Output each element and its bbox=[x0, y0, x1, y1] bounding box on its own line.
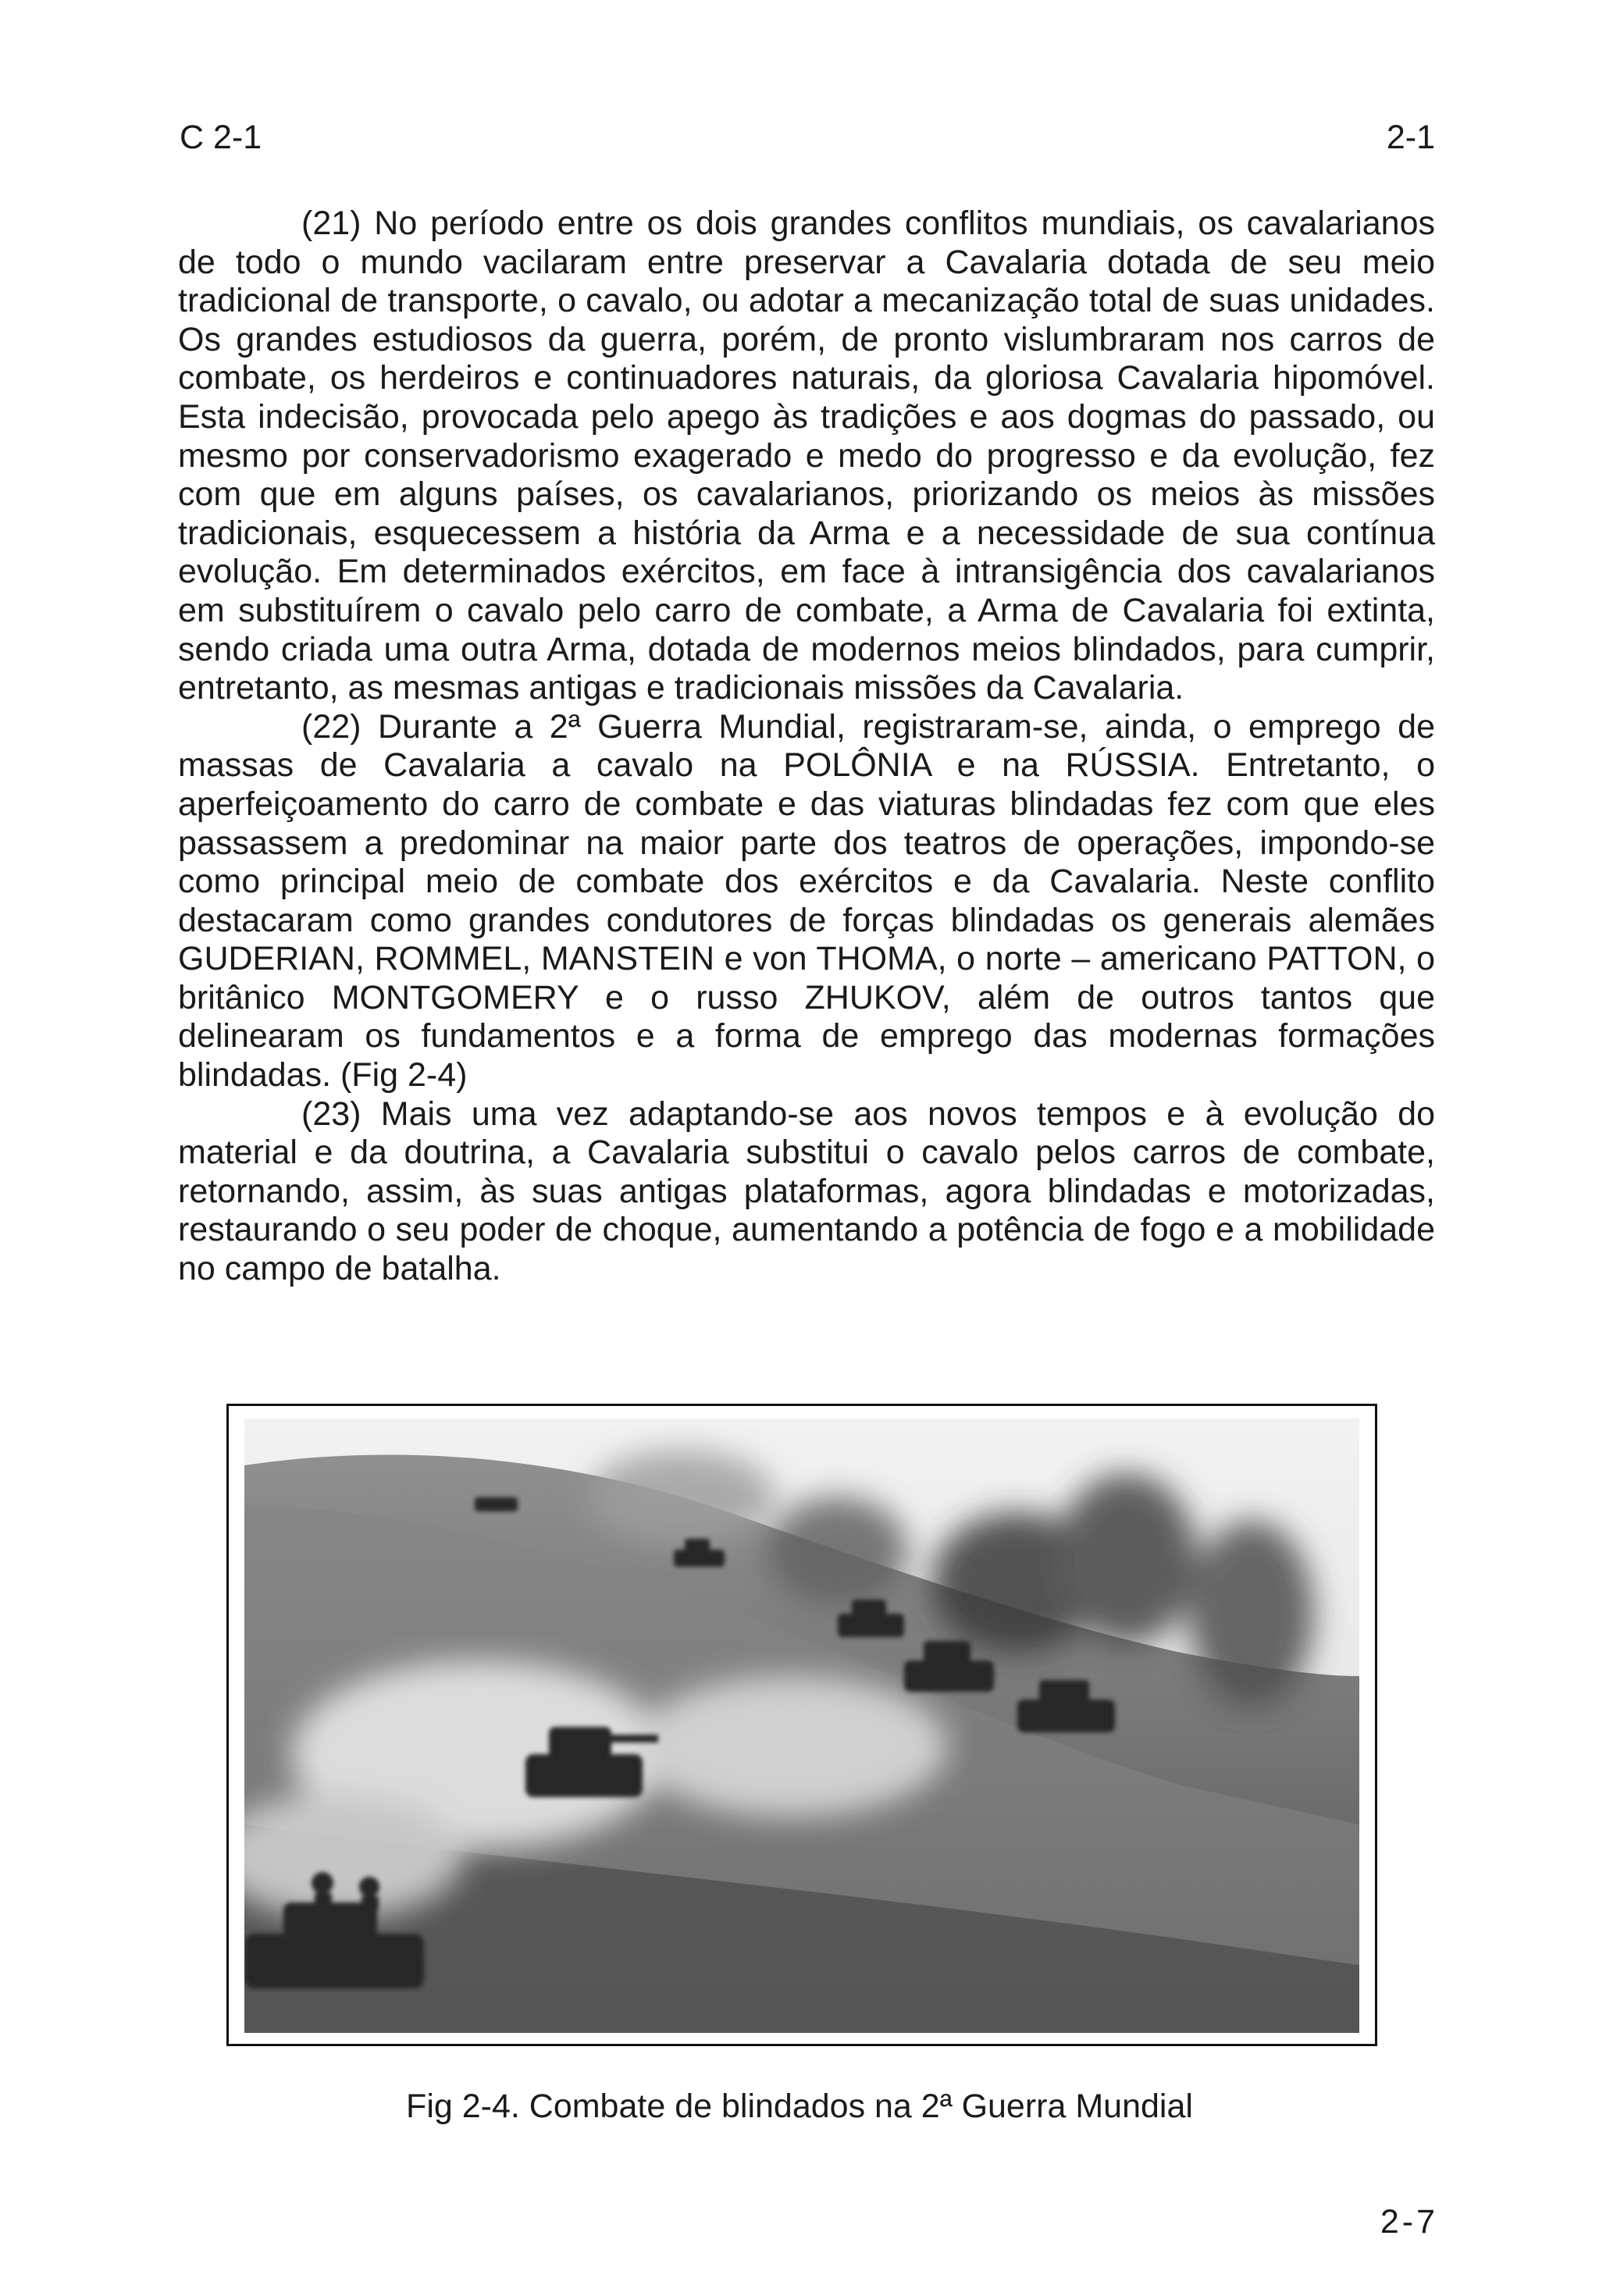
page-number: 2-7 bbox=[1380, 2203, 1438, 2241]
tank-battle-photo bbox=[244, 1419, 1359, 2033]
body-text bbox=[178, 205, 1435, 1289]
paragraph-21: (21) No período entre os dois grandes conflitos mundiais, os cavalarianos de todo o mundo vacilaram entre preservar a Cavalaria dotada de seu meio tradicional de transporte, o cavalo, ou adotar a mecanização total de suas unidades. Os grandes estudiosos da guerra, porém, de pronto vislumbraram nos carros de combate, os herdeiros e continuadores naturais, da gloriosa Cavalaria hipomóvel. Esta indecisão, provocada pelo apego às tradições e aos dogmas do passado, ou mesmo por conservadorismo exagerado e medo do progresso e da evolução, fez com que em alguns países, os cavalarianos, priorizando os meios às missões tradicionais, esquecessem a história da Arma e a necessidade de sua contínua evolução. Em determinados exércitos, em face à intransigência dos cavalarianos em substituírem o cavalo pelo carro de combate, a Arma de Cavalaria foi extinta, sendo criada uma outra Arma, dotada de modernos meios blindados, para cumprir, entretanto, as mesmas antigas e tradicionais missões da Cavalaria. bbox=[178, 205, 1435, 707]
figure-frame bbox=[226, 1404, 1377, 2046]
figure-caption: Fig 2-4. Combate de blindados na 2ª Guerra Mundial bbox=[406, 2088, 1193, 2125]
paragraph-22: (22) Durante a 2ª Guerra Mundial, registraram-se, ainda, o emprego de massas de Cavalaria a cavalo na POLÔNIA e na RÚSSIA. Entretanto, o aperfeiçoamento do carro de combate e das viaturas blindadas fez com que eles passassem a predominar na maior parte dos teatros de operações, impondo-se como principal meio de combate dos exércitos e da Cavalaria. Neste conflito destacaram como grandes condutores de forças blindadas os generais alemães GUDERIAN, ROMMEL, MANSTEIN e von THOMA, o norte – americano PATTON, o britânico MONTGOMERY e o russo ZHUKOV, além de outros tantos que delinearam os fundamentos e a forma de emprego das modernas formações blindadas. (Fig 2-4) bbox=[178, 707, 1435, 1095]
header-manual-code: C 2-1 bbox=[180, 119, 262, 156]
paragraph-23: (23) Mais uma vez adaptando-se aos novos tempos e à evolução do material e da doutrina, a Cavalaria substitui o cavalo pelos carros de combate, retornando, assim, às suas antigas plataformas, agora blindadas e motorizadas, restaurando o seu poder de choque, aumentando a potência de fogo e a mobilidade no campo de batalha. bbox=[178, 1095, 1435, 1288]
header-chapter-number: 2-1 bbox=[1386, 119, 1435, 156]
